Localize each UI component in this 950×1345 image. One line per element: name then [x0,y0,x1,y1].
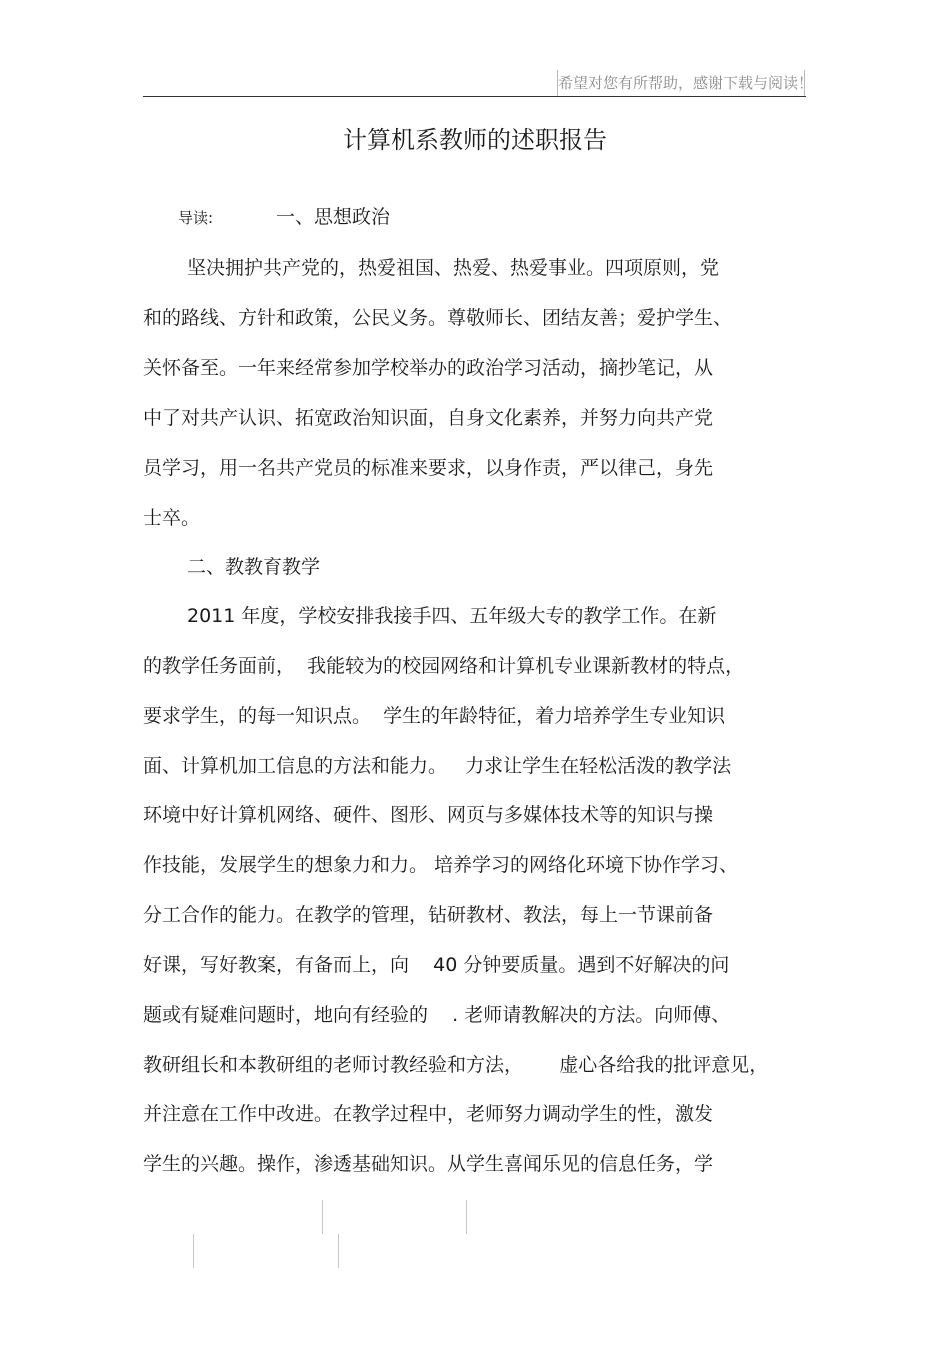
body-line: 教研组长和本教研组的老师讨教经验和方法， 虚心各给我的批评意见， [143,1054,769,1076]
body-line: 中了对共产认识、拓宽政治知识面，自身文化素养，并努力向共产党 [143,407,714,429]
body-line: 环境中好计算机网络、硬件、图形、网页与多媒体技术等的知识与操 [143,804,714,826]
body-line: 坚决拥护共产党的，热爱祖国、热爱、热爱事业。四项原则，党 [187,257,720,279]
document-title: 计算机系教师的述职报告 [343,126,607,154]
body-line: 关怀备至。一年来经常参加学校举办的政治学习活动，摘抄笔记，从 [143,357,714,379]
scan-artifact-line [322,1200,323,1234]
body-line: 和的路线、方针和政策，公民义务。尊敬师长、团结友善；爱护学生、 [143,307,733,329]
body-line: 2011 年度，学校安排我接手四、五年级大专的教学工作。在新 [187,605,717,627]
body-line: 作技能，发展学生的想象力和力。 培养学习的网络化环境下协作学习、 [143,854,739,876]
scan-artifact-line [193,1234,194,1268]
section-heading-teaching: 二、教教育教学 [187,556,321,578]
scan-artifact-line [466,1200,467,1234]
body-line: 分工合作的能力。在教学的管理，钻研教材、教法，每上一节课前备 [143,904,714,926]
body-line: 学生的兴趣。操作，渗透基础知识。从学生喜闻乐见的信息任务，学 [143,1153,714,1175]
body-line: 员学习，用一名共产党员的标准来要求，以身作责，严以律己，身先 [143,457,714,479]
body-line: 题或有疑难问题时，地向有经验的 . 老师请教解决的方法。向师傅、 [143,1004,731,1026]
body-line: 面、计算机加工信息的方法和能力。 力求让学生在轻松活泼的教学法 [143,755,732,777]
body-line: 士卒。 [143,507,201,529]
body-line: 好课，写好教案，有备而上，向 40 分钟要质量。遇到不好解决的问 [143,954,730,976]
body-line: 并注意在工作中改进。在教学过程中，老师努力调动学生的性，激发 [143,1103,714,1125]
section-heading-politics: 一、思想政治 [276,206,391,228]
body-line: 要求学生，的每一知识点。 学生的年龄特征，着力培养学生专业知识 [143,705,726,727]
guide-label: 导读: [178,209,214,227]
scan-artifact-line [338,1234,339,1268]
body-line: 的教学任务面前， 我能较为的校园网络和计算机专业课新教材的特点， [143,655,745,677]
header-slogan: 希望对您有所帮助，感谢下载与阅读！ [557,70,805,96]
header-divider [143,96,806,97]
